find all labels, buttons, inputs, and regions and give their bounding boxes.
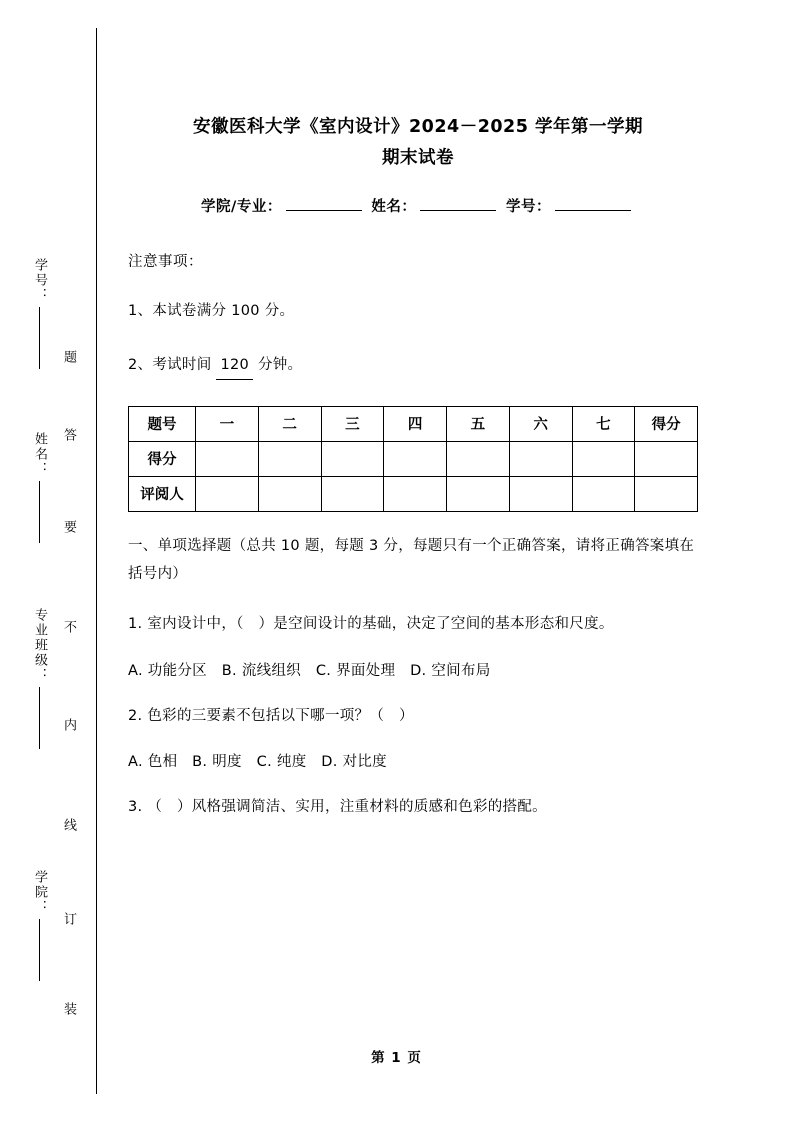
table-row (129, 476, 698, 511)
score-cell[interactable] (509, 476, 572, 511)
table-row (129, 441, 698, 476)
score-row-label: 评阅人 (129, 476, 196, 511)
question-1-stem: 1. 室内设计中，（ ）是空间设计的基础，决定了空间的基本形态和尺度。 (128, 616, 614, 633)
margin-note-1: 题 (61, 350, 76, 367)
margin-note-4: 不 (61, 620, 76, 637)
studentid-blank[interactable] (555, 210, 631, 211)
underline-rule (39, 481, 40, 543)
score-cell[interactable] (509, 441, 572, 476)
score-header-cell: 五 (447, 406, 510, 441)
exam-content (128, 112, 708, 821)
score-cell[interactable] (258, 441, 321, 476)
question-3-stem: 3. （ ）风格强调简洁、实用，注重材料的质感和色彩的搭配。 (128, 798, 547, 815)
score-header-cell: 一 (196, 406, 259, 441)
margin-field-department: 学院： (30, 870, 49, 981)
score-cell[interactable] (321, 476, 384, 511)
score-header-cell: 四 (384, 406, 447, 441)
score-header-cell: 三 (321, 406, 384, 441)
notice-heading: 注意事项： (128, 254, 203, 271)
margin-note-8: 装 (61, 1002, 76, 1019)
page-title: 安徽医科大学《室内设计》2024－2025 学年第一学期 期末试卷 (192, 117, 643, 168)
score-cell[interactable] (196, 476, 259, 511)
notice-item-1: 1、本试卷满分 100 分。 (128, 303, 295, 320)
section-1-title: 一、单项选择题（总共 10 题，每题 3 分，每题只有一个正确答案，请将正确答案填在括号内） (128, 537, 695, 583)
score-cell[interactable] (635, 441, 698, 476)
margin-field-class: 专业班级： (30, 608, 49, 749)
page-footer: 第 1 页 (371, 1050, 422, 1066)
score-header-cell: 二 (258, 406, 321, 441)
margin-field-name: 姓名： (30, 432, 49, 543)
score-cell[interactable] (635, 476, 698, 511)
margin-note-5: 内 (61, 718, 76, 735)
score-header-cell: 七 (572, 406, 635, 441)
notice-item-2: 2、考试时间 120 分钟。 (128, 352, 708, 380)
question-1-choices: A. 功能分区 B. 流线组织 C. 界面处理 D. 空间布局 (128, 662, 491, 679)
margin-note-7: 订 (61, 912, 76, 929)
margin-field-studentid: 学号： (30, 258, 49, 369)
margin-note-6: 线 (61, 818, 76, 835)
question-2-stem: 2. 色彩的三要素不包括以下哪一项？（ ） (128, 707, 414, 724)
score-header-cell: 得分 (635, 406, 698, 441)
department-blank[interactable] (286, 210, 362, 211)
score-header-cell: 六 (509, 406, 572, 441)
name-blank[interactable] (420, 210, 496, 211)
score-cell[interactable] (572, 476, 635, 511)
score-cell[interactable] (258, 476, 321, 511)
score-header-cell: 题号 (129, 406, 196, 441)
exam-duration-value: 120 (216, 352, 253, 380)
score-cell[interactable] (196, 441, 259, 476)
question-2-choices: A. 色相 B. 明度 C. 纯度 D. 对比度 (128, 753, 387, 770)
score-table (128, 406, 698, 512)
score-cell[interactable] (447, 441, 510, 476)
underline-rule (39, 307, 40, 369)
underline-rule (39, 919, 40, 981)
binding-line (96, 28, 97, 1094)
score-cell[interactable] (384, 476, 447, 511)
score-row-label: 得分 (129, 441, 196, 476)
underline-rule (39, 687, 40, 749)
margin-note-3: 要 (61, 520, 76, 537)
score-cell[interactable] (572, 441, 635, 476)
table-row-header (129, 406, 698, 441)
student-info-line: 学院/专业： 姓名： 学号： (128, 195, 708, 216)
margin-note-2: 答 (61, 428, 76, 445)
score-cell[interactable] (384, 441, 447, 476)
score-cell[interactable] (447, 476, 510, 511)
score-cell[interactable] (321, 441, 384, 476)
